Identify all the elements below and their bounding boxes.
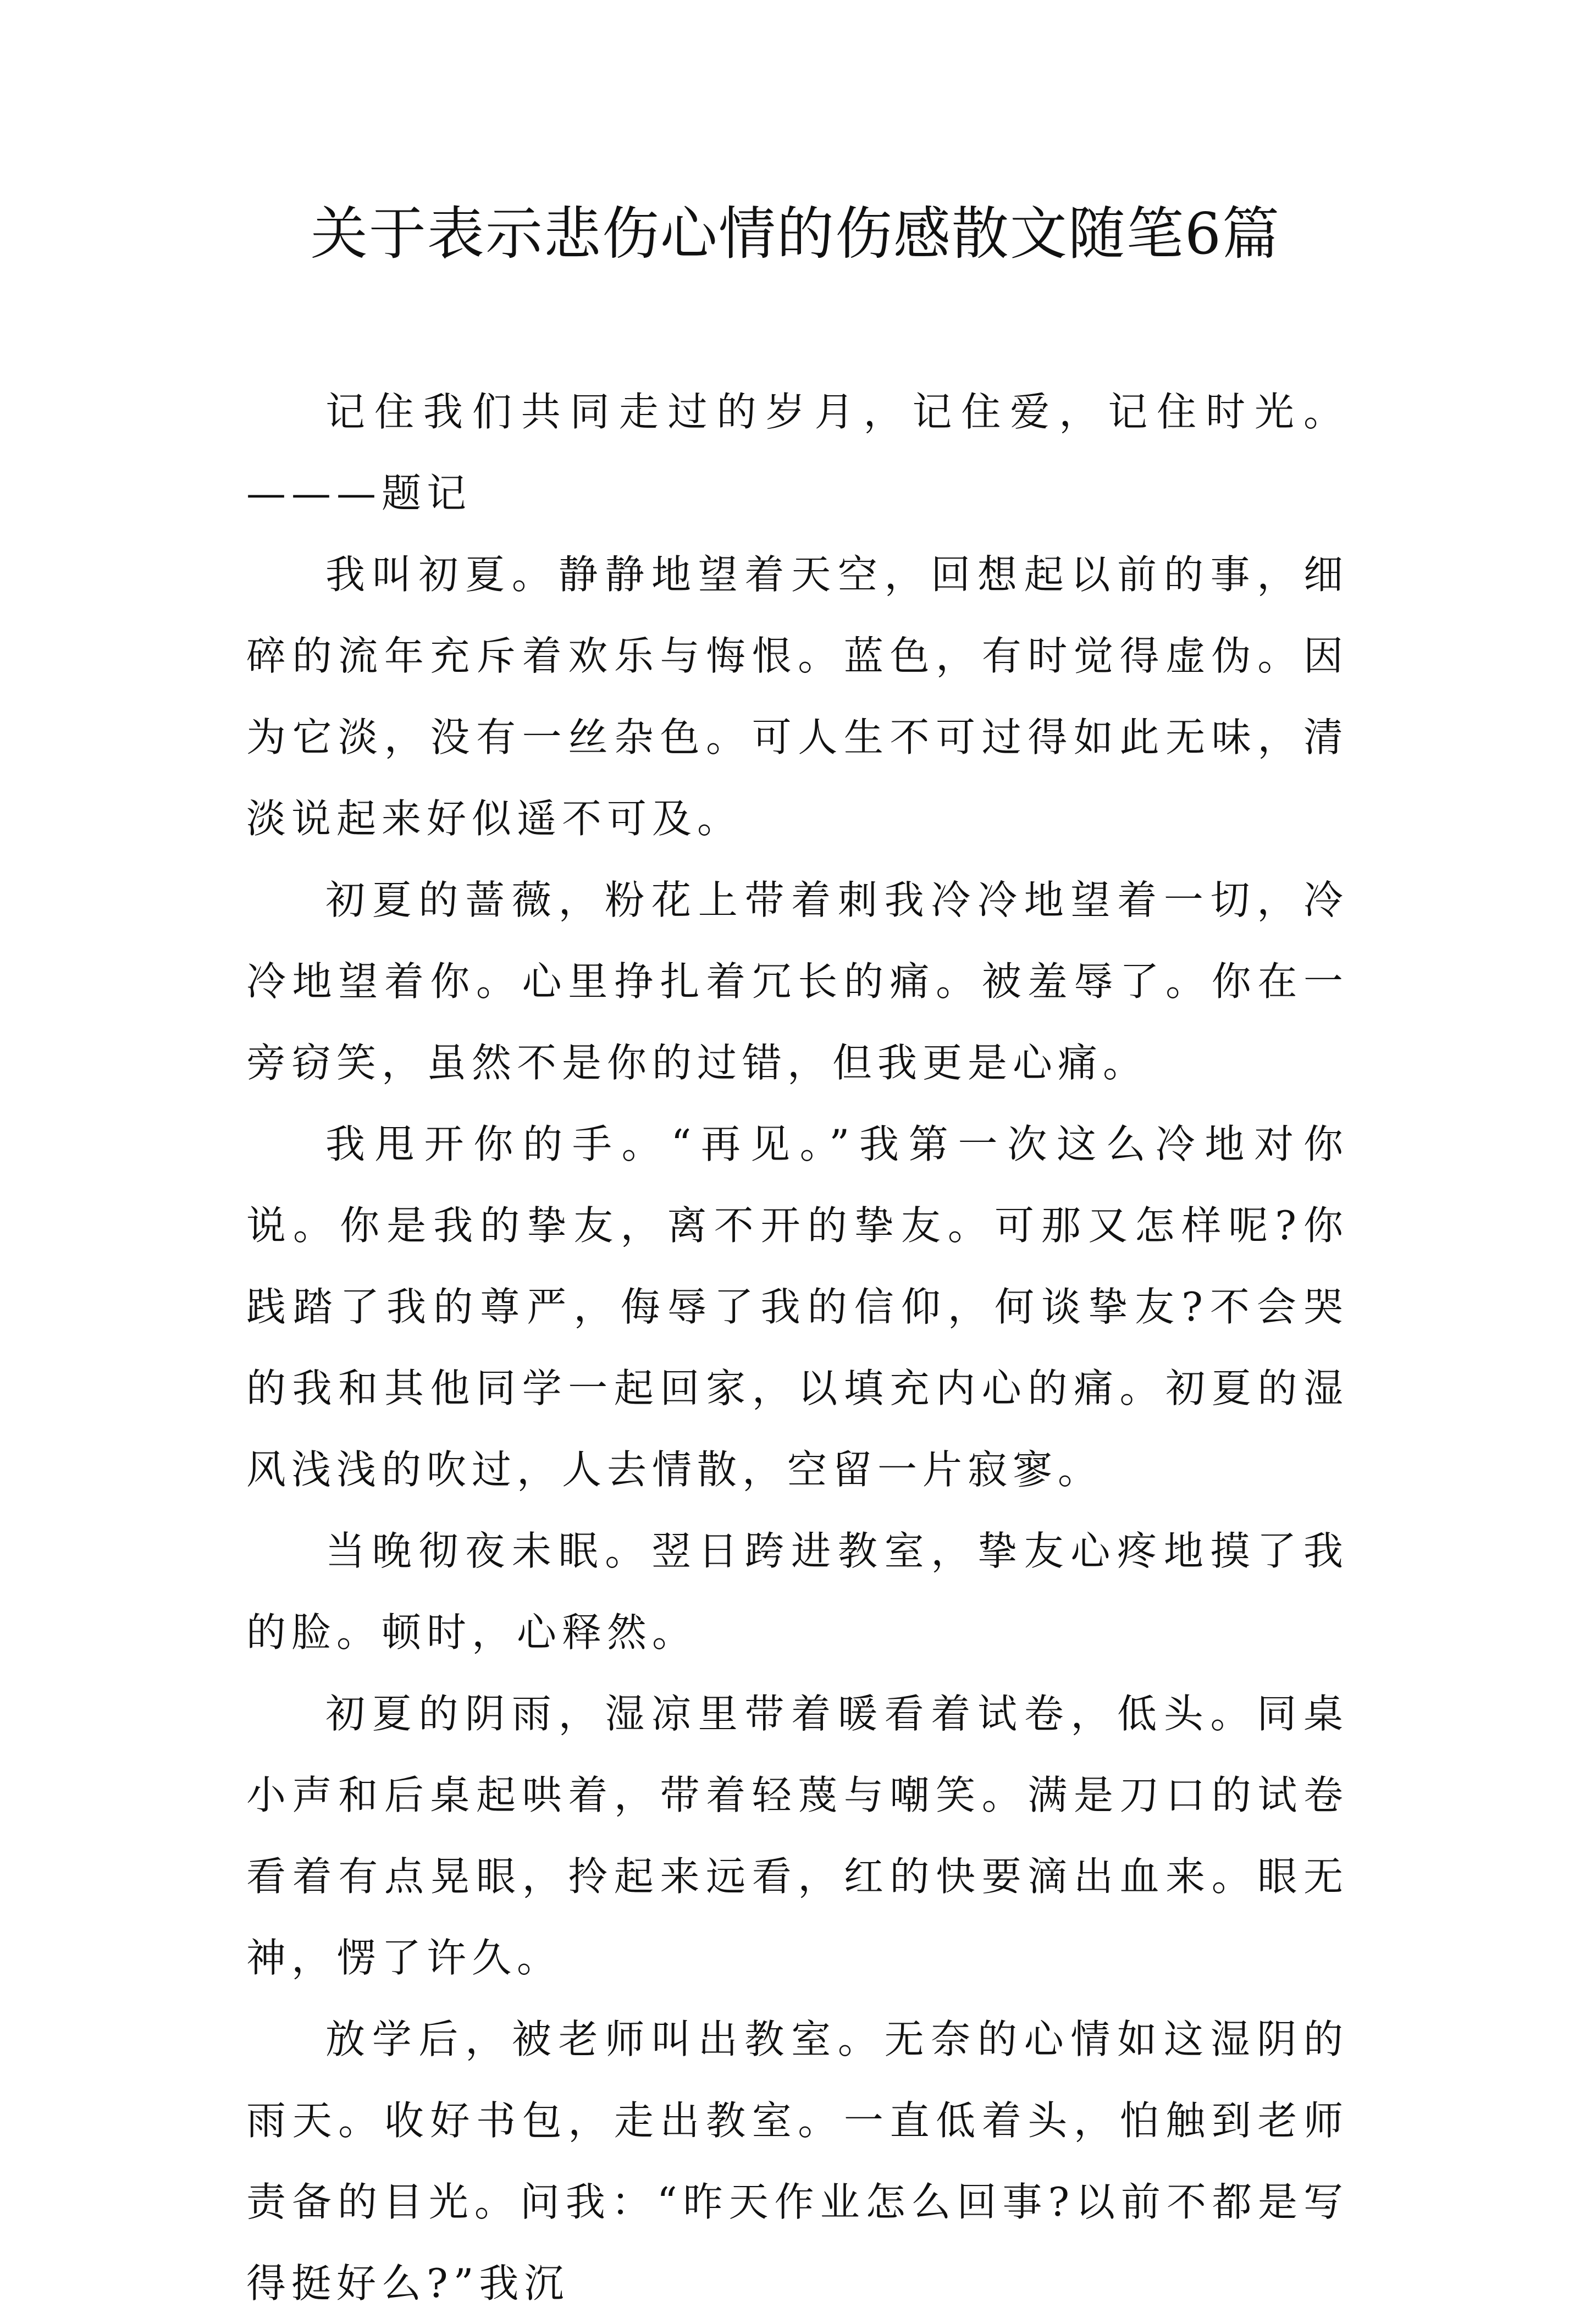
paragraph: 初夏的阴雨，湿凉里带着暖看着试卷，低头。同桌小声和后桌起哄着，带着轻蔑与嘲笑。满是刀口的试卷看着有点晃眼，拎起来远看，红的快要滴出血来。眼无神，愣了许久。 [246,1691,1349,1981]
paragraph: 当晚彻夜未眠。翌日跨进教室，挚友心疼地摸了我的脸。顿时，心释然。 [246,1528,1349,1655]
document-body [246,371,1349,2324]
document-title: 关于表示悲伤心情的伤感散文随笔6篇 [310,200,1281,267]
paragraph: 我叫初夏。静静地望着天空，回想起以前的事，细碎的流年充斥着欢乐与悔恨。蓝色，有时觉得虚伪。因为它淡，没有一丝杂色。可人生不可过得如此无味，清淡说起来好似遥不可及。 [246,551,1349,842]
paragraph: 初夏的蔷薇，粉花上带着刺我冷冷地望着一切，冷冷地望着你。心里挣扎着冗长的痛。被羞辱了。你在一旁窃笑，虽然不是你的过错，但我更是心痛。 [246,877,1349,1086]
paragraph: 记住我们共同走过的岁月，记住爱，记住时光。———题记 [246,389,1349,516]
paragraph: 我甩开你的手。“再见。”我第一次这么冷地对你说。你是我的挚友，离不开的挚友。可那又怎样呢?你践踏了我的尊严，侮辱了我的信仰，何谈挚友?不会哭的我和其他同学一起回家，以填充内心的痛。初夏的湿风浅浅的吹过，人去情散，空留一片寂寥。 [246,1121,1349,1493]
paragraph: 放学后，被老师叫出教室。无奈的心情如这湿阴的雨天。收好书包，走出教室。一直低着头，怕触到老师责备的目光。问我：“昨天作业怎么回事?以前不都是写得挺好么?”我沉 [246,2016,1349,2306]
